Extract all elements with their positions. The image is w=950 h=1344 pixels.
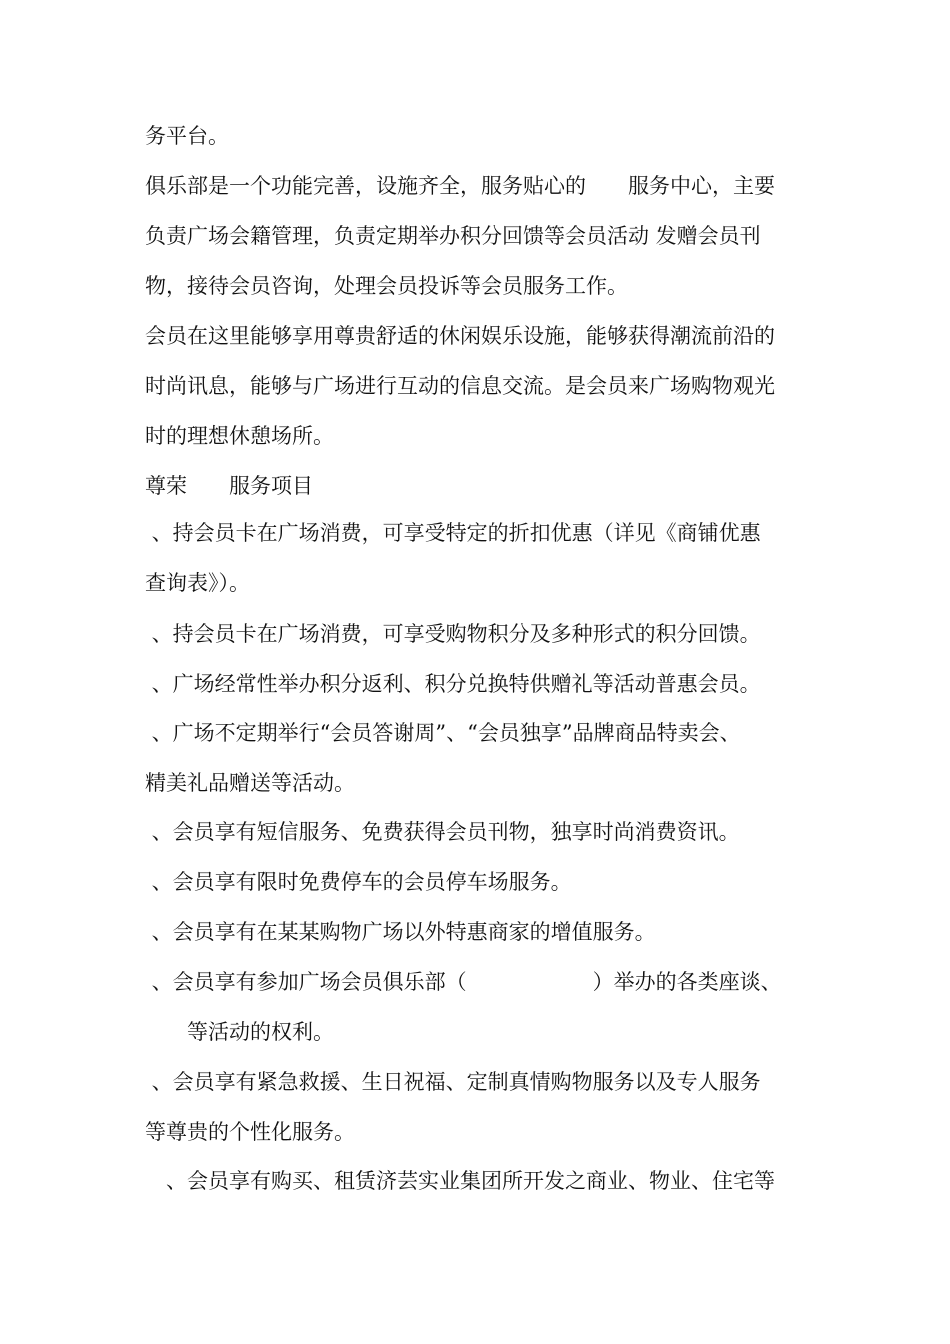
list-item-line: 等活动的权利。 [145,1020,334,1044]
list-item-line: 、会员享有短信服务、免费获得会员刊物，独享时尚消费资讯。 [145,820,740,844]
paragraph-line: 会员在这里能够享用尊贵舒适的休闲娱乐设施，能够获得潮流前沿的 [145,324,775,348]
paragraph-line: 负责广场会籍管理，负责定期举办积分回馈等会员活动 发赠会员刊 [145,224,761,248]
paragraph-line: 物，接待会员咨询，处理会员投诉等会员服务工作。 [145,274,628,298]
paragraph-line: 时的理想休憩场所。 [145,424,334,448]
list-item-line: 、会员享有参加广场会员俱乐部（ ）举办的各类座谈、 [145,970,782,994]
list-item-line: 精美礼品赠送等活动。 [145,771,355,795]
list-item-line: 、广场经常性举办积分返利、积分兑换特供赠礼等活动普惠会员。 [145,672,761,696]
list-item-line: 查询表》）。 [145,571,250,595]
list-item-line: 、会员享有紧急救援、生日祝福、定制真情购物服务以及专人服务 [145,1070,761,1094]
section-heading: 尊荣 服务项目 [145,474,313,498]
paragraph-line: 务平台。 [145,124,229,148]
list-item-line: 、持会员卡在广场消费，可享受特定的折扣优惠（详见《商铺优惠 [145,521,761,545]
paragraph-line: 俱乐部是一个功能完善，设施齐全，服务贴心的 服务中心，主要 [145,174,775,198]
list-item-line: 、会员享有在某某购物广场以外特惠商家的增值服务。 [145,920,656,944]
list-item-line: 、会员享有购买、租赁济芸实业集团所开发之商业、物业、住宅等 [145,1169,775,1193]
list-item-line: 、广场不定期举行“会员答谢周”、“会员独享”品牌商品特卖会、 [145,721,741,745]
list-item-line: 、持会员卡在广场消费，可享受购物积分及多种形式的积分回馈。 [145,622,761,646]
list-item-line: 等尊贵的个性化服务。 [145,1120,355,1144]
list-item-line: 、会员享有限时免费停车的会员停车场服务。 [145,870,572,894]
paragraph-line: 时尚讯息，能够与广场进行互动的信息交流。是会员来广场购物观光 [145,374,775,398]
